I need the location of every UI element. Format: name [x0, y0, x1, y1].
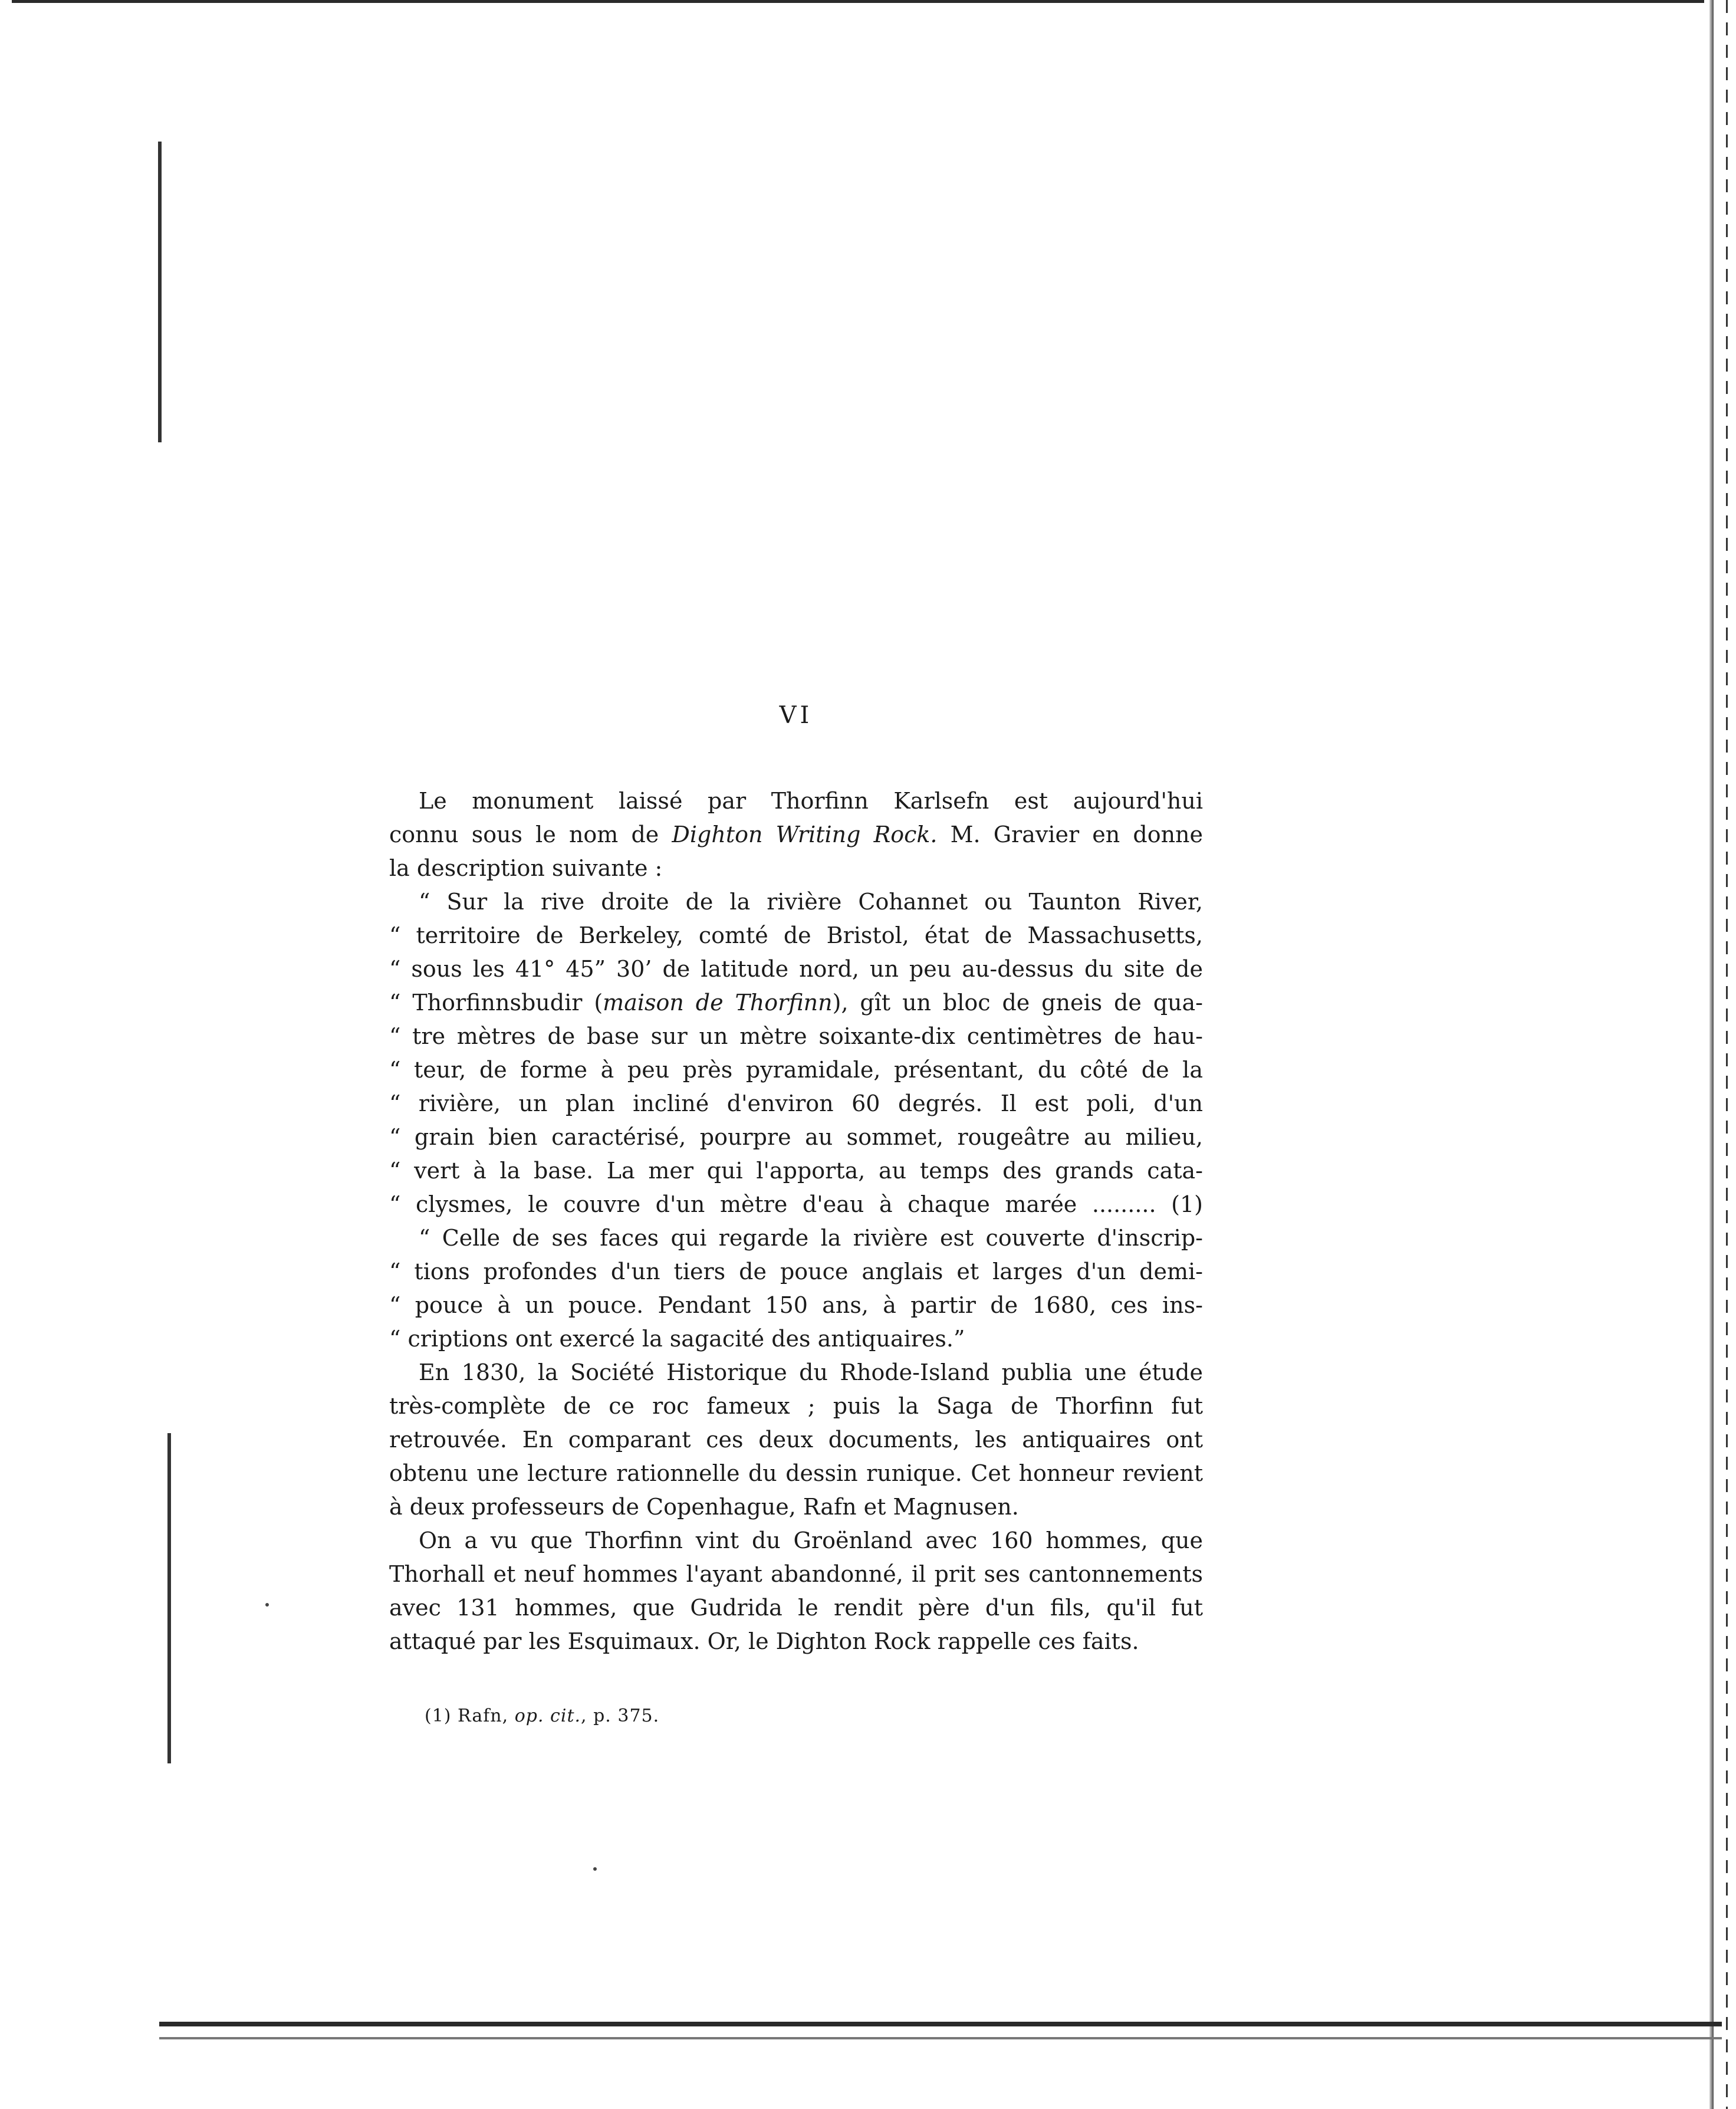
text-line: la description suivante :: [389, 855, 663, 881]
quote-line: “ Sur la rive droite de la rivière Cohannet ou Taunton River,: [419, 889, 1203, 915]
quote-line: “ clysmes, le couvre d'un mètre d'eau à chaque marée ......... (1): [389, 1191, 1203, 1217]
footnote-page: , p. 375.: [581, 1706, 660, 1726]
text-span: M. Gravier en donne: [937, 822, 1203, 847]
maison-de-thorfinn-italic: maison de Thorfinn: [603, 990, 833, 1016]
quote-line: “ grain bien caractérisé, pourpre au sommet, rougeâtre au milieu,: [389, 1124, 1203, 1150]
quote-line: “ criptions ont exercé la sagacité des antiquaires.”: [389, 1326, 965, 1352]
quote-line: “ sous les 41° 45” 30’ de latitude nord, un peu au-dessus du site de: [389, 956, 1203, 982]
paragraph-1830: En 1830, la Société Historique du Rhode-Island publia une étude très-complète de ce roc fameux ; puis la Saga de Thorfinn fut retrouvée. En comparant ces deux documents, les antiquaires ont obtenu une lecture rationnelle du dessin runique. Cet honneur revient à deux professeurs de Copenhague, Rafn et Magnusen.: [389, 1359, 1203, 1520]
quote-line: “ tre mètres de base sur un mètre soixante-dix centimètres de hau-: [389, 1023, 1203, 1049]
text-line: Le monument laissé par Thorfinn Karlsefn est aujourd'hui: [419, 788, 1203, 814]
quote-line: [389, 986, 1203, 1020]
chapter-heading: VI: [779, 702, 813, 729]
quotation-inscriptions: [389, 1221, 1203, 1356]
text-span: “ Thorfinnsbudir (: [389, 990, 603, 1016]
footnote-ref: op. cit.: [514, 1706, 581, 1726]
scan-edge-right-dashes: [1726, 0, 1728, 2109]
footnote: [425, 1706, 659, 1726]
scan-edge-right: [1709, 0, 1714, 2109]
quote-line: “ territoire de Berkeley, comté de Bristol, état de Massachusetts,: [389, 922, 1203, 948]
dighton-writing-rock-title: Dighton Writing Rock.: [672, 822, 938, 847]
quote-line: “ vert à la base. La mer qui l'apporta, au temps des grands cata-: [389, 1158, 1203, 1184]
page-text-block: [389, 0, 1203, 2109]
text-span: ), gît un bloc de gneis de qua-: [832, 990, 1203, 1016]
margin-mark-upper: [158, 142, 162, 442]
text-line: [389, 818, 1203, 852]
paragraph-thorfinn: On a vu que Thorfinn vint du Groënland avec 160 hommes, que Thorhall et neuf hommes l'ayant abandonné, il prit ses cantonnements avec 131 hommes, que Gudrida le rendit père d'un fils, qu'il fut attaqué par les Esquimaux. Or, le Dighton Rock rappelle ces faits.: [389, 1527, 1203, 1654]
quote-line: “ teur, de forme à peu près pyramidale, présentant, du côté de la: [389, 1057, 1203, 1083]
scan-dot: [265, 1603, 269, 1607]
quote-line: “ Celle de ses faces qui regarde la rivière est couverte d'inscrip-: [419, 1225, 1203, 1251]
quotation-description: [389, 885, 1203, 1221]
quote-line: “ pouce à un pouce. Pendant 150 ans, à partir de 1680, ces ins-: [389, 1292, 1203, 1318]
footnote-number: (1): [425, 1706, 452, 1726]
footnote-author: Rafn,: [451, 1706, 515, 1726]
quote-line: “ tions profondes d'un tiers de pouce anglais et larges d'un demi-: [389, 1259, 1203, 1285]
intro-paragraph: [389, 784, 1203, 885]
margin-mark-lower: [167, 1433, 171, 1763]
quote-line: “ rivière, un plan incliné d'environ 60 degrés. Il est poli, d'un: [389, 1090, 1203, 1116]
text-span: connu sous le nom de: [389, 822, 672, 847]
